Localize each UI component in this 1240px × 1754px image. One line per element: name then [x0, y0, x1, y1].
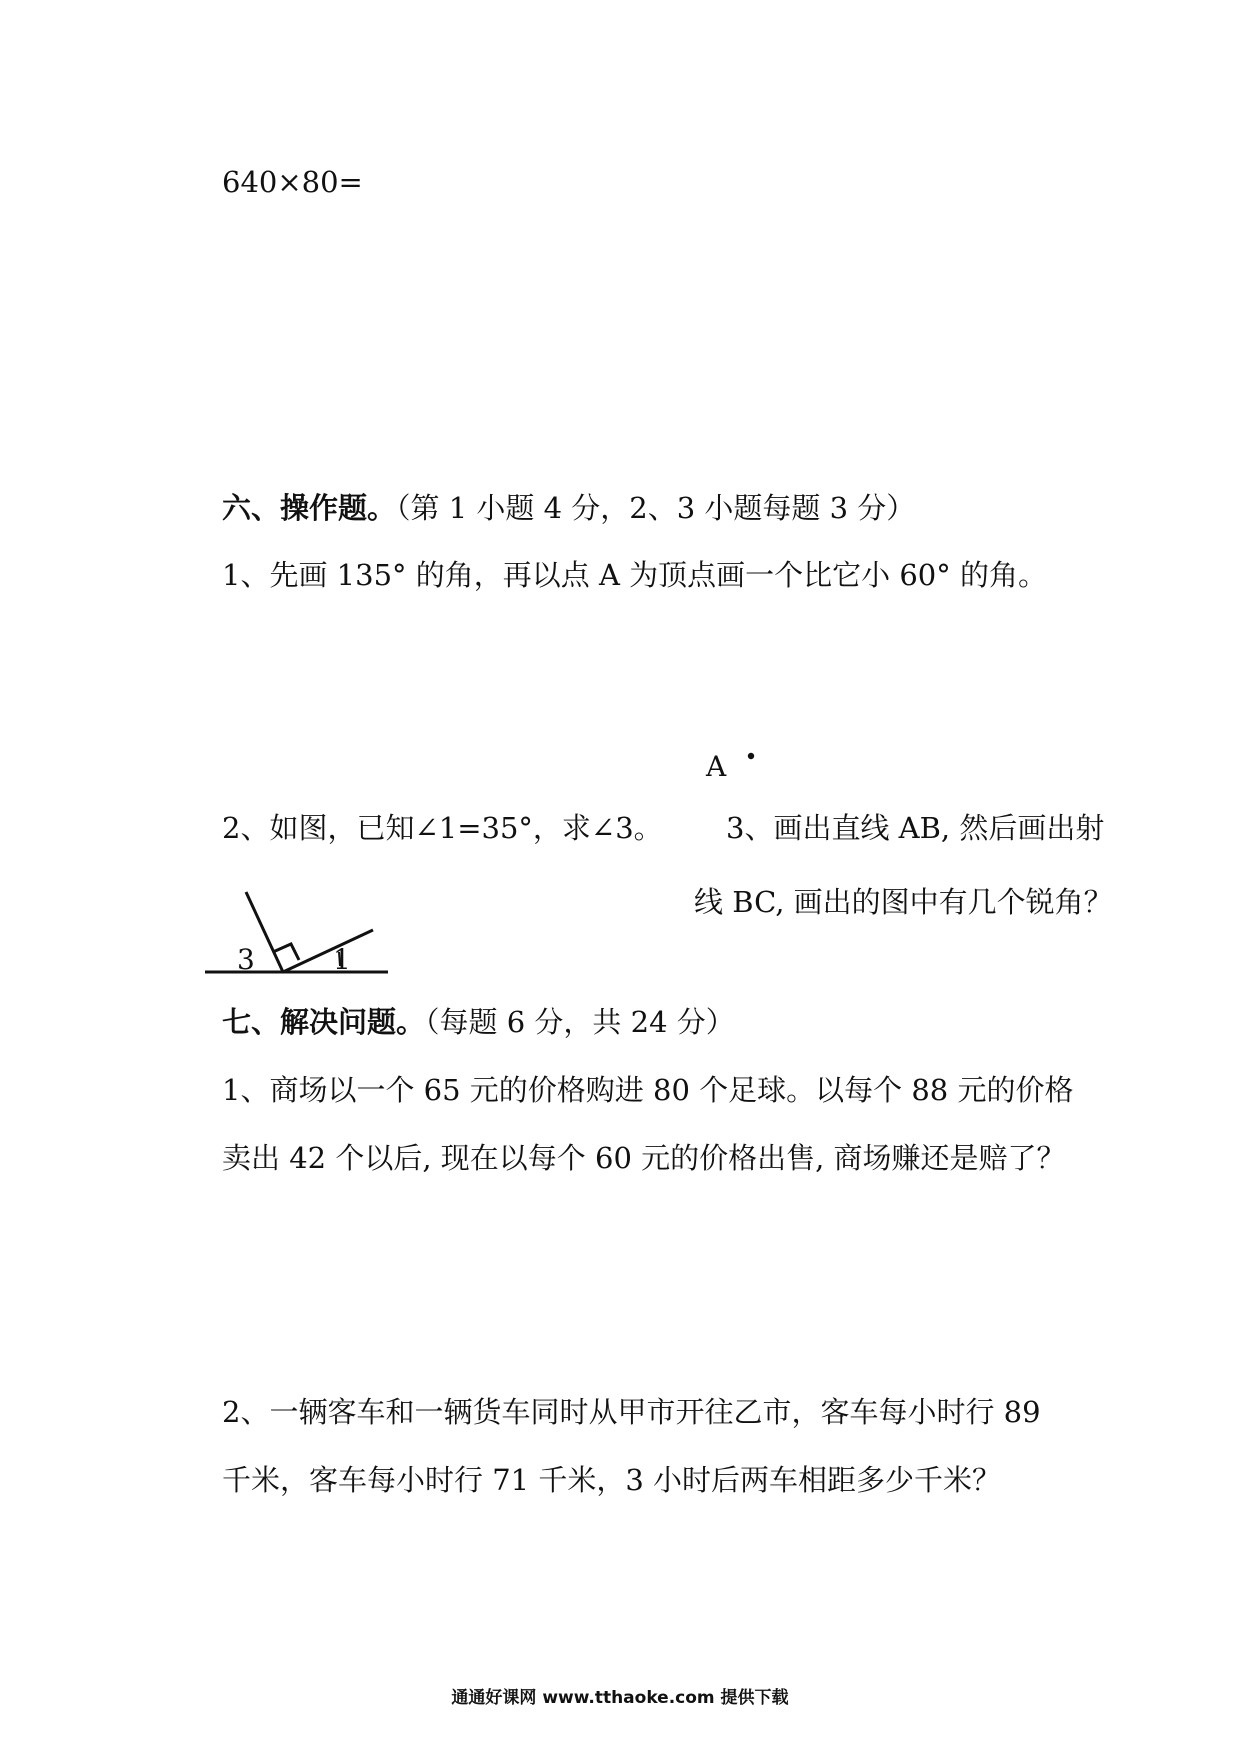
angle-3-label: 3 [237, 943, 255, 976]
angle-1-label: 1 [333, 943, 351, 976]
point-a-dot [746, 751, 756, 761]
ray-right [283, 930, 373, 972]
point-a-label: A [706, 750, 727, 783]
section-7-note: （每题 6 分，共 24 分） [425, 1005, 735, 1039]
section-6-title: 六、操作题。 [222, 491, 397, 525]
section-7-title: 七、解决问题。 [222, 1005, 426, 1039]
angle-figure [205, 860, 405, 980]
section-7-question-1-line-2: 卖出 42 个以后, 现在以每个 60 元的价格出售, 商场赚还是赔了？ [222, 1141, 1066, 1175]
section-7-question-2-line-1: 2、一辆客车和一辆货车同时从甲市开往乙市，客车每小时行 89 [222, 1395, 1041, 1429]
calculation-expression: 640×80= [222, 165, 363, 199]
footer-source: 通通好课网 www.tthaoke.com 提供下载 [451, 1688, 789, 1708]
point-a-marker [748, 753, 754, 759]
section-6-note: （第 1 小题 4 分，2、3 小题每题 3 分） [396, 491, 916, 525]
section-6-question-3-line-1: 3、画出直线 AB, 然后画出射 [726, 811, 1105, 845]
section-6-question-2: 2、如图，已知∠1=35°，求∠3。 [222, 811, 663, 845]
section-6-heading [222, 488, 915, 528]
section-6-question-1: 1、先画 135° 的角，再以点 A 为顶点画一个比它小 60° 的角。 [222, 558, 1047, 592]
section-6-question-3-line-2: 线 BC, 画出的图中有几个锐角？ [694, 885, 1113, 919]
section-7-heading [222, 1002, 735, 1042]
section-7-question-2-line-2: 千米，客车每小时行 71 千米，3 小时后两车相距多少千米？ [222, 1463, 1002, 1497]
section-7-question-1-line-1: 1、商场以一个 65 元的价格购进 80 个足球。以每个 88 元的价格 [222, 1073, 1074, 1107]
